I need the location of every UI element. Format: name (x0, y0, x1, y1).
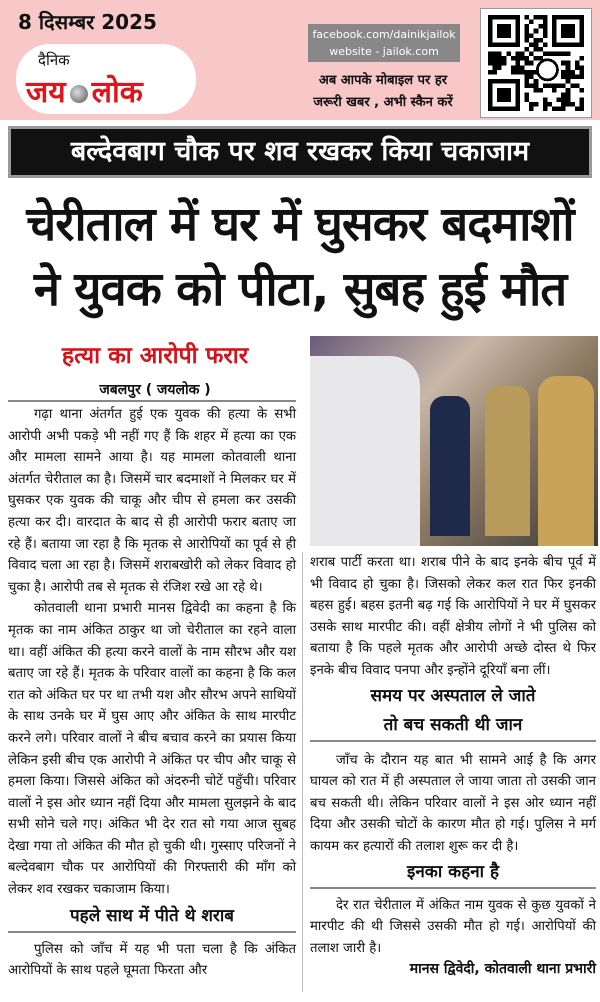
logo-small-text: दैनिक (38, 51, 70, 69)
paragraph: कोतवाली थाना प्रभारी मानस द्विवेदी का कहना है कि मृतक का नाम अंकित ठाकुर था जो चेरीताल का रहने वाला था। वहीं अंकित की हत्या करने वालों के नाम सौरभ और यश बताए जा रहे हैं। मृतक के परिवार वालों का कहना है कि कल रात को अंकित घर पर था तभी यश और सौरभ अपने साथियों के साथ उनके घर में घुस आए और अंकित के साथ मारपीट करने लगे। परिवार वालों ने बीच बचाव करने का प्रयास किया लेकिन इसी बीच एक आरोपी ने अंकित पर चीप और चाकू से हमला किया। जिससे अंकित को अंदरुनी चोटें पहुँची। परिवार वालों ने इस ओर ध्यान नहीं दिया और मामला सुलझने के बाद सभी सोने चले गए। अंकित भी देर रात सो गया आज सुबह देखा गया तो अंकित की मौत हो चुकी थी। गुस्साए परिजनों ने बल्देवबाग चौक पर आरोपियों की गिरफ्तारी की माँग को लेकर शव रखकर चकाजाम किया। (8, 601, 296, 898)
news-photo (310, 336, 598, 546)
column-divider (302, 552, 303, 992)
scan-prompt-line2: जरूरी खबर , अभी स्कैन करें (313, 95, 453, 110)
facebook-link[interactable]: facebook.com/dainikjailok (312, 28, 456, 41)
quote-attribution: मानस द्विवेदी, कोतवाली थाना प्रभारी (409, 961, 596, 978)
scan-prompt-line1: अब आपके मोबाइल पर हर (318, 73, 448, 88)
right-column (310, 552, 596, 981)
section-subhead: पहले साथ में पीते थे शराब (8, 901, 296, 933)
paragraph: शराब पार्टी करता था। शराब पीने के बाद इनके बीच पूर्व में भी विवाद हो चुका है। जिसको लेकर कल रात फिर इनकी बहस हुई। बहस इतनी बढ़ गई कि आरोपियों ने घर में घुसकर उसके साथ मारपीट की। वहीं क्षेत्रीय लोगों ने भी पुलिस को बताया है कि पहले मृतक और आरोपी अच्छे दोस्त थे फिर इनके बीच विवाद पनपा और इन्होंने दूरियाँ बना लीं। (310, 555, 596, 678)
vehicle-shape (310, 356, 420, 546)
quote-paragraph: देर रात चेरीताल में अंकित नाम युवक से कुछ युवकों ने मारपीट की थी जिससे उसकी मौत हो गई। आरोपियों की तलाश जारी है। (310, 897, 596, 956)
qr-code-icon (487, 15, 585, 111)
newspaper-logo (16, 44, 196, 114)
paragraph: गढ़ा थाना अंतर्गत हुई एक युवक की हत्या के सभी आरोपी अभी पकड़े भी नहीं गए हैं कि शहर में हत्या का एक और मामला सामने आया है। यह मामला कोतवाली थाना अंतर्गत चेरीताल का है। जिसमें चार बदमाशों ने मिलकर घर में घुसकर एक युवक की चाकू और चीप से हमला कर उसकी हत्या कर दी। वारदात के बाद से ही आरोपी फरार बताए जा रहे हैं। बताया जा रहा है कि मृतक से आरोपियों का पूर्व से ही विवाद चला आ रहा है। जिसमें शराबखोरी को लेकर विवाद हो चुका है। आरोपी तब से मृतक से रंजिश रखे आ रहे थे। (8, 407, 296, 595)
police-officer-shape (485, 386, 530, 536)
left-column (8, 404, 296, 982)
section-subhead: समय पर अस्पताल ले जाते (370, 685, 536, 706)
police-officer-shape (538, 376, 594, 546)
logo-right-text: लोक (91, 75, 143, 110)
social-links-box (308, 24, 460, 62)
kicker-banner: बल्देवबाग चौक पर शव रखकर किया चकाजाम (8, 126, 592, 178)
paragraph: पुलिस को जाँच में यह भी पता चला है कि अंकित आरोपियों के साथ पहले घूमता फिरता और (8, 941, 296, 979)
paragraph: जाँच के दौरान यह बात भी सामने आई है कि अगर घायल को रात में ही अस्पताल ले जाया जाता तो उसकी जान बच सकती थी। लेकिन परिवार वालों ने इस ओर ध्यान नहीं दिया और उसकी चोटों के कारण मौत हो गई। पुलिस ने मर्ग कायम कर हत्यारों की तलाश शुरू कर दी है। (310, 752, 596, 854)
person-shape (430, 396, 470, 536)
website-link[interactable]: website - jailok.com (329, 45, 439, 58)
globe-icon (70, 85, 88, 103)
headline-line1: चेरीताल में घर में घुसकर बदमाशों (26, 197, 574, 252)
logo-left-text: जय (26, 75, 66, 110)
section-subhead: इनका कहना है (310, 858, 596, 889)
edition-date: 8 दिसम्बर 2025 (18, 10, 157, 34)
byline: जबलपुर ( जयलोक ) (99, 382, 211, 398)
byline-divider (8, 400, 296, 402)
qr-code[interactable] (480, 8, 592, 118)
section-subhead: तो बच सकती थी जान (310, 711, 596, 742)
subheading: हत्या का आरोपी फरार (61, 343, 249, 369)
headline-line2: ने युवक को पीटा, सुबह हुई मौत (33, 262, 567, 317)
